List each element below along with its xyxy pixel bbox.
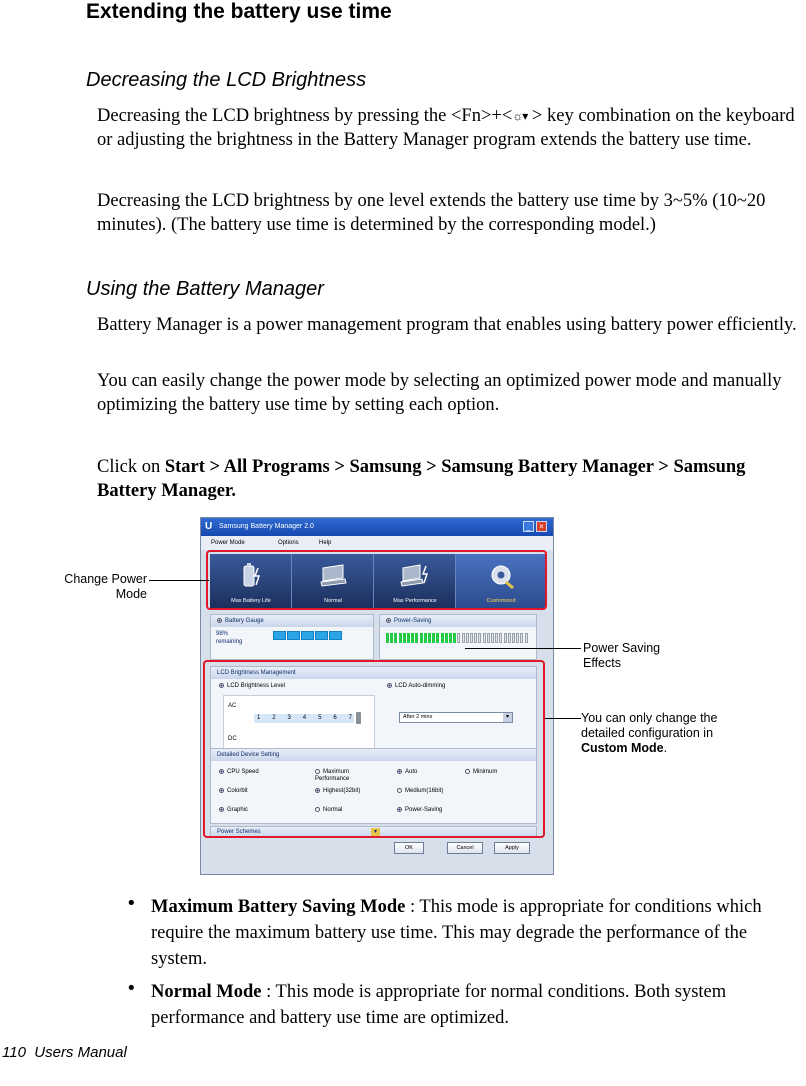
auto-dimming-label: LCD Auto-dimming (395, 683, 446, 689)
gauge-segment (315, 631, 328, 640)
cpu-opt-min-label: Minimum (473, 769, 498, 775)
power-saving-segment (516, 633, 519, 643)
page-number: 110 (2, 1044, 26, 1061)
power-saving-segment (428, 633, 431, 643)
power-saving-segment (512, 633, 515, 643)
callout-line-1: Power Saving (583, 641, 661, 655)
callout-line-2: detailed configuration in (581, 726, 714, 740)
power-saving-segment (499, 633, 502, 643)
power-saving-segment (394, 633, 397, 643)
callout-leader-mode (149, 580, 209, 581)
power-saving-segment (525, 633, 528, 643)
power-saving-segment (462, 633, 465, 643)
click-prefix: Click on (97, 457, 165, 477)
paragraph-lcd-1 (97, 104, 806, 152)
custom-settings-highlight-box (203, 660, 545, 838)
callout-leader-custom (545, 718, 581, 719)
power-saving-label: Power-Saving (394, 618, 432, 624)
click-path: Start > All Programs > Samsung > Samsung Battery Manager > Samsung Battery Manager. (97, 457, 746, 501)
power-saving-segment (386, 633, 389, 643)
power-saving-segment (466, 633, 469, 643)
callout-custom-mode (581, 711, 717, 756)
power-schemes-label: Power Schemes (217, 829, 261, 835)
power-saving-segment (495, 633, 498, 643)
callout-line-3 (581, 741, 717, 756)
power-saving-segment (436, 633, 439, 643)
bullet-icon (217, 618, 222, 623)
callout-line-1: Change Power (64, 572, 147, 586)
power-saving-segment (445, 633, 448, 643)
app-logo-icon: U (205, 521, 213, 532)
bullet-1-term: Maximum Battery Saving Mode (151, 897, 406, 917)
bullet-1-text: : This mode is appropriate for conditions which require the maximum battery use time. This may degrade the performance of the system. (151, 897, 762, 969)
bullet-normal-mode (151, 979, 806, 1031)
callout-leader-power (465, 648, 581, 649)
power-saving-segment (508, 633, 511, 643)
colorbit-label: Colorbit (227, 788, 248, 794)
page-heading: Extending the battery use time (86, 0, 392, 23)
menu-bar (201, 536, 553, 550)
power-saving-segment (487, 633, 490, 643)
paragraph-lcd-2: Decreasing the LCD brightness by one level extends the battery use time by 3~5% (10~20 minutes). (The battery use time is determined by the corresponding model.) (97, 191, 766, 235)
callout-power-saving (583, 641, 660, 671)
color-opt-32-label: Highest(32bit) (323, 788, 361, 794)
close-icon[interactable]: × (536, 521, 547, 532)
ok-button[interactable]: OK (394, 842, 424, 854)
window-title: Samsung Battery Manager 2.0 (219, 523, 314, 530)
graphic-label: Graphic (227, 807, 249, 813)
bullet-icon: • (126, 893, 137, 914)
paragraph-bm-1: Battery Manager is a power management program that enables using battery power efficiently. (97, 315, 797, 335)
power-saving-segment (457, 633, 460, 643)
graphic-opt-saving-label: Power-Saving (405, 807, 443, 813)
lcd-level-label: LCD Brightness Level (227, 683, 286, 689)
level-1[interactable]: 1 (257, 715, 261, 721)
power-saving-segment (483, 633, 486, 643)
callout-line-2: Mode (115, 587, 147, 601)
power-saving-segment (478, 633, 481, 643)
section-title-lcd: Decreasing the LCD Brightness (86, 69, 367, 91)
paragraph-click-path (97, 455, 806, 503)
auto-dimming-value: After 2 mins (403, 714, 433, 720)
battery-remaining-label: remaining (216, 639, 243, 645)
power-saving-segment (470, 633, 473, 643)
paragraph-bm-2: You can easily change the power mode by selecting an optimized power mode and manually optimizing the battery use time by setting each option. (97, 371, 782, 415)
p1-after: > key combination on the keyboard or adjusting the brightness in the Battery Manager program extends the battery use time. (97, 106, 795, 150)
power-saving-segment (399, 633, 402, 643)
battery-gauge-panel (210, 614, 374, 660)
power-saving-segment (390, 633, 393, 643)
cpu-speed-label: CPU Speed (227, 769, 259, 775)
p1-before: Decreasing the LCD brightness by pressing the <Fn>+< (97, 106, 513, 126)
color-opt-16-label: Medium(16bit) (405, 788, 444, 794)
power-saving-segment (420, 633, 423, 643)
bullet-2-text: : This mode is appropriate for normal conditions. Both system performance and battery use time are optimized. (151, 982, 727, 1028)
dc-label: DC (228, 736, 237, 742)
mode-label: Customized (486, 598, 516, 604)
power-saving-segment (432, 633, 435, 643)
ac-label: AC (228, 703, 237, 709)
power-saving-segment (504, 633, 507, 643)
power-saving-segment (474, 633, 477, 643)
cpu-opt-max-label: Maximum Performance (315, 769, 350, 782)
mode-label: Normal (324, 598, 342, 604)
power-saving-segment (403, 633, 406, 643)
power-saving-segment (491, 633, 494, 643)
gauge-segment (287, 631, 300, 640)
power-saving-bar (386, 621, 534, 651)
menu-power-mode[interactable]: Power Mode (211, 540, 245, 546)
mode-highlight-box (206, 550, 547, 610)
level-5[interactable]: 5 (318, 715, 322, 721)
level-6[interactable]: 6 (333, 715, 337, 721)
custom-mode-bold: Custom Mode (581, 741, 664, 755)
manual-title: Users Manual (34, 1044, 127, 1061)
level-3[interactable]: 3 (287, 715, 291, 721)
chevron-down-icon[interactable]: ▾ (503, 713, 512, 722)
page-footer (2, 1044, 127, 1061)
power-saving-segment (441, 633, 444, 643)
brightness-down-icon: ☼▾ (512, 109, 528, 123)
bullet-max-battery (151, 894, 806, 972)
power-saving-segment (415, 633, 418, 643)
window-titlebar (201, 518, 553, 536)
power-saving-segment (424, 633, 427, 643)
power-saving-segment (407, 633, 410, 643)
power-saving-segment (520, 633, 523, 643)
menu-help[interactable]: Help (319, 540, 332, 546)
mode-label: Max Battery Life (231, 598, 271, 604)
gauge-segment (329, 631, 342, 640)
apply-button[interactable]: Apply (494, 842, 530, 854)
section-title-battery-manager: Using the Battery Manager (86, 278, 324, 300)
power-saving-panel (379, 614, 537, 660)
gauge-segment (301, 631, 314, 640)
level-7[interactable]: 7 (348, 715, 352, 721)
bullet-2-term: Normal Mode (151, 982, 262, 1002)
power-saving-segment (411, 633, 414, 643)
menu-options[interactable]: Options (278, 540, 299, 546)
level-4[interactable]: 4 (302, 715, 307, 721)
minimize-icon[interactable]: _ (523, 521, 534, 532)
battery-gauge-bar (267, 615, 347, 661)
battery-gauge-label: Battery Gauge (225, 618, 264, 624)
device-section-title: Detailed Device Setting (211, 749, 536, 761)
mode-label: Max Performance (393, 598, 437, 604)
power-saving-segment (449, 633, 452, 643)
power-saving-segment (453, 633, 456, 643)
cancel-button[interactable]: Cancel (447, 842, 483, 854)
level-2[interactable]: 2 (272, 715, 276, 721)
bullet-icon: • (126, 978, 137, 999)
gauge-segment (273, 631, 286, 640)
graphic-opt-normal-label: Normal (323, 807, 343, 813)
callout-line-2: Effects (583, 656, 621, 670)
battery-remaining (216, 630, 242, 646)
callout-change-power-mode (50, 572, 147, 602)
expand-icon[interactable]: ▾ (371, 828, 380, 836)
custom-mode-end: . (663, 741, 668, 755)
callout-line-1: You can only change the (581, 711, 718, 725)
lcd-section-title: LCD Brightness Management (211, 667, 536, 679)
cpu-opt-auto-label: Auto (405, 769, 418, 775)
battery-percent: 98% (216, 631, 229, 637)
